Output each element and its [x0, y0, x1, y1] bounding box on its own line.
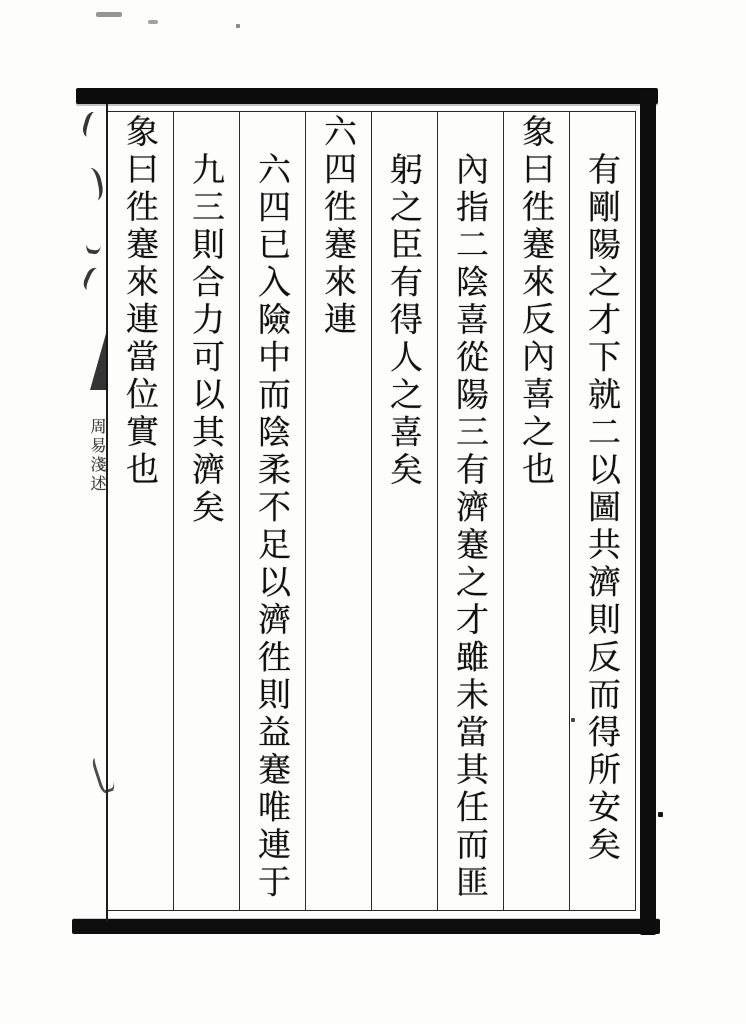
ink-speck [96, 12, 122, 17]
column-text: 六四徃蹇來連 [319, 114, 358, 339]
ink-smudge [80, 166, 105, 202]
frame-bottom-band [72, 919, 660, 934]
text-area [108, 111, 636, 911]
text-column [173, 112, 239, 910]
frame-top-band [76, 88, 658, 104]
text-column [437, 112, 503, 910]
text-column [305, 112, 371, 910]
text-column [503, 112, 569, 910]
column-text: 九三則合力可以其濟矣 [187, 152, 226, 527]
ink-smudge [81, 110, 105, 140]
spine-title: 周易淺述 [88, 418, 107, 494]
ink-speck [571, 718, 575, 722]
text-column [569, 112, 635, 910]
ink-speck [658, 812, 663, 817]
column-text: 躬之臣有得人之喜矣 [385, 152, 424, 490]
ink-speck [148, 20, 158, 24]
ink-speck [236, 24, 240, 28]
column-text: 內指二陰喜從陽三有濟蹇之才雖未當其任而匪 [451, 152, 490, 902]
ink-smudge [85, 223, 104, 255]
frame-right-bar [640, 90, 656, 935]
column-text: 象曰徃蹇來連當位實也 [121, 114, 160, 489]
text-column [371, 112, 437, 910]
column-text: 有剛陽之才下就二以圖共濟則反而得所安矣 [583, 152, 622, 865]
text-column [239, 112, 305, 910]
column-text: 六四已入險中而陰柔不足以濟徃則益蹇唯連于 [253, 152, 292, 902]
text-column [108, 112, 173, 910]
column-text: 象曰徃蹇來反內喜之也 [517, 114, 556, 489]
ink-smudge [81, 265, 107, 294]
ink-triangle-smudge [90, 330, 107, 390]
